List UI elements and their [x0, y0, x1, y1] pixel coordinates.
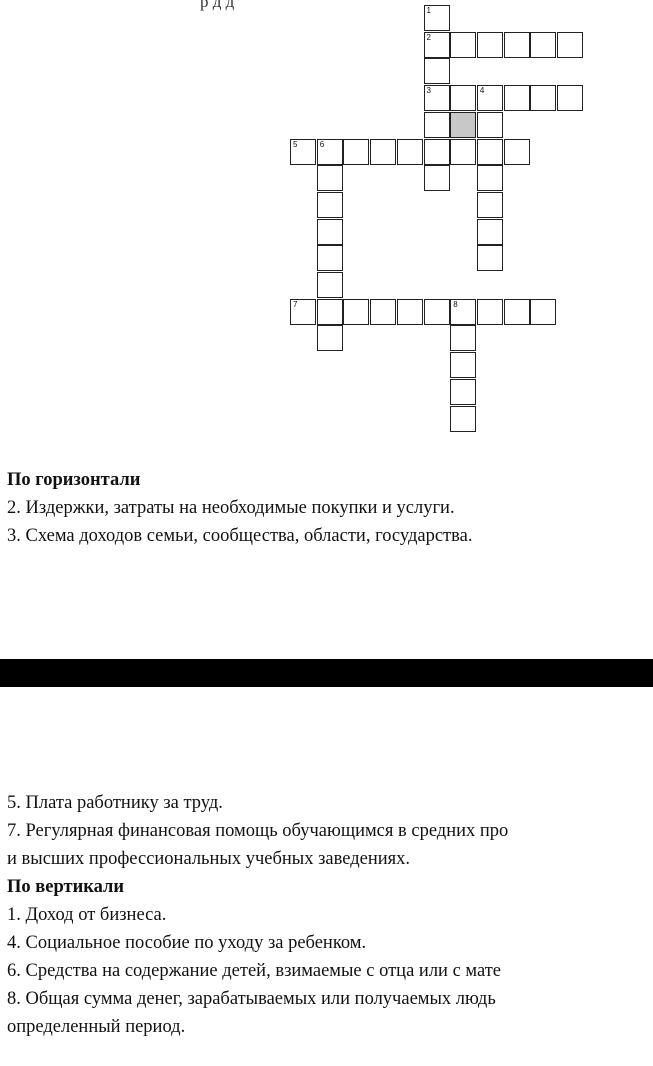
crossword-cell	[317, 165, 343, 191]
cell-number: 5	[293, 139, 298, 149]
black-separator-band	[0, 659, 653, 687]
crossword-cell	[370, 139, 396, 165]
crossword-cell	[317, 272, 343, 298]
crossword-cell	[450, 32, 476, 58]
crossword-cell	[290, 139, 316, 165]
crossword-cell	[530, 299, 556, 325]
crossword-cell	[557, 85, 583, 111]
crossword-cell	[450, 352, 476, 378]
crossword-cell	[343, 139, 369, 165]
crossword-cell	[450, 325, 476, 351]
crossword-cell	[450, 406, 476, 432]
crossword-cell	[477, 299, 503, 325]
crossword-cell	[370, 299, 396, 325]
cell-number: 6	[319, 139, 325, 149]
clue-4: 4. Социальное пособие по уходу за ребенком.	[7, 933, 367, 953]
cell-number: 7	[293, 299, 298, 309]
crossword-cell	[424, 112, 450, 138]
crossword-cell	[557, 32, 583, 58]
crossword-cell	[477, 192, 503, 218]
crossword-cell	[290, 299, 316, 325]
crossword-cell	[424, 32, 450, 58]
crossword-cell	[477, 219, 503, 245]
clue-3: 3. Схема доходов семьи, сообщества, области, государства.	[7, 526, 473, 546]
crossword-cell	[317, 192, 343, 218]
crossword-cell	[477, 32, 503, 58]
crossword-cell	[317, 219, 343, 245]
crossword-cell	[477, 85, 503, 111]
crossword-grid	[0, 0, 653, 445]
crossword-cell	[424, 139, 450, 165]
crossword-cell	[397, 299, 423, 325]
crossword-cell	[504, 299, 530, 325]
crossword-cell	[477, 139, 503, 165]
clue-6: 6. Средства на содержание детей, взимаемые с отца или с мате	[7, 961, 502, 981]
clues-horizontal-top	[7, 466, 653, 550]
crossword-cell	[424, 85, 450, 111]
crossword-cell	[477, 245, 503, 271]
crossword-cell	[504, 139, 530, 165]
clue-5: 5. Плата работнику за труд.	[7, 793, 223, 813]
cut-off-top-text: р д д	[200, 0, 235, 11]
crossword-cell	[450, 379, 476, 405]
crossword-cell	[450, 299, 476, 325]
cell-number: 8	[453, 299, 458, 309]
crossword-cell	[424, 5, 450, 31]
crossword-cell	[317, 245, 343, 271]
heading-vertical: По вертикали	[7, 877, 125, 897]
crossword-cell	[530, 32, 556, 58]
clue-1: 1. Доход от бизнеса.	[7, 905, 167, 925]
clue-2: 2. Издержки, затраты на необходимые покупки и услуги.	[7, 498, 455, 518]
clue-8: 8. Общая сумма денег, зарабатываемых или получаемых людь	[7, 989, 496, 1009]
clue-8-continued: определенный период.	[7, 1017, 186, 1037]
clues-bottom	[7, 789, 653, 1041]
crossword-cell	[450, 112, 476, 138]
crossword-cell	[477, 112, 503, 138]
crossword-cell	[450, 139, 476, 165]
heading-horizontal: По горизонтали	[7, 470, 141, 490]
cell-number: 4	[479, 86, 485, 96]
crossword-cell	[424, 165, 450, 191]
cell-number: 1	[426, 6, 431, 15]
crossword-cell	[477, 165, 503, 191]
crossword-cell	[317, 139, 343, 165]
crossword-cell	[343, 299, 369, 325]
cell-number: 3	[426, 86, 431, 96]
crossword-cell	[530, 85, 556, 111]
crossword-cell	[504, 32, 530, 58]
crossword-cell	[504, 85, 530, 111]
crossword-cell	[317, 325, 343, 351]
cell-number: 2	[426, 32, 431, 42]
crossword-cell	[317, 299, 343, 325]
clue-7: 7. Регулярная финансовая помощь обучающимся в средних про	[7, 821, 509, 841]
clue-7-continued: и высших профессиональных учебных заведениях.	[7, 849, 411, 869]
crossword-cell	[450, 85, 476, 111]
crossword-cell	[424, 58, 450, 84]
crossword-cell	[424, 299, 450, 325]
crossword-cell	[397, 139, 423, 165]
